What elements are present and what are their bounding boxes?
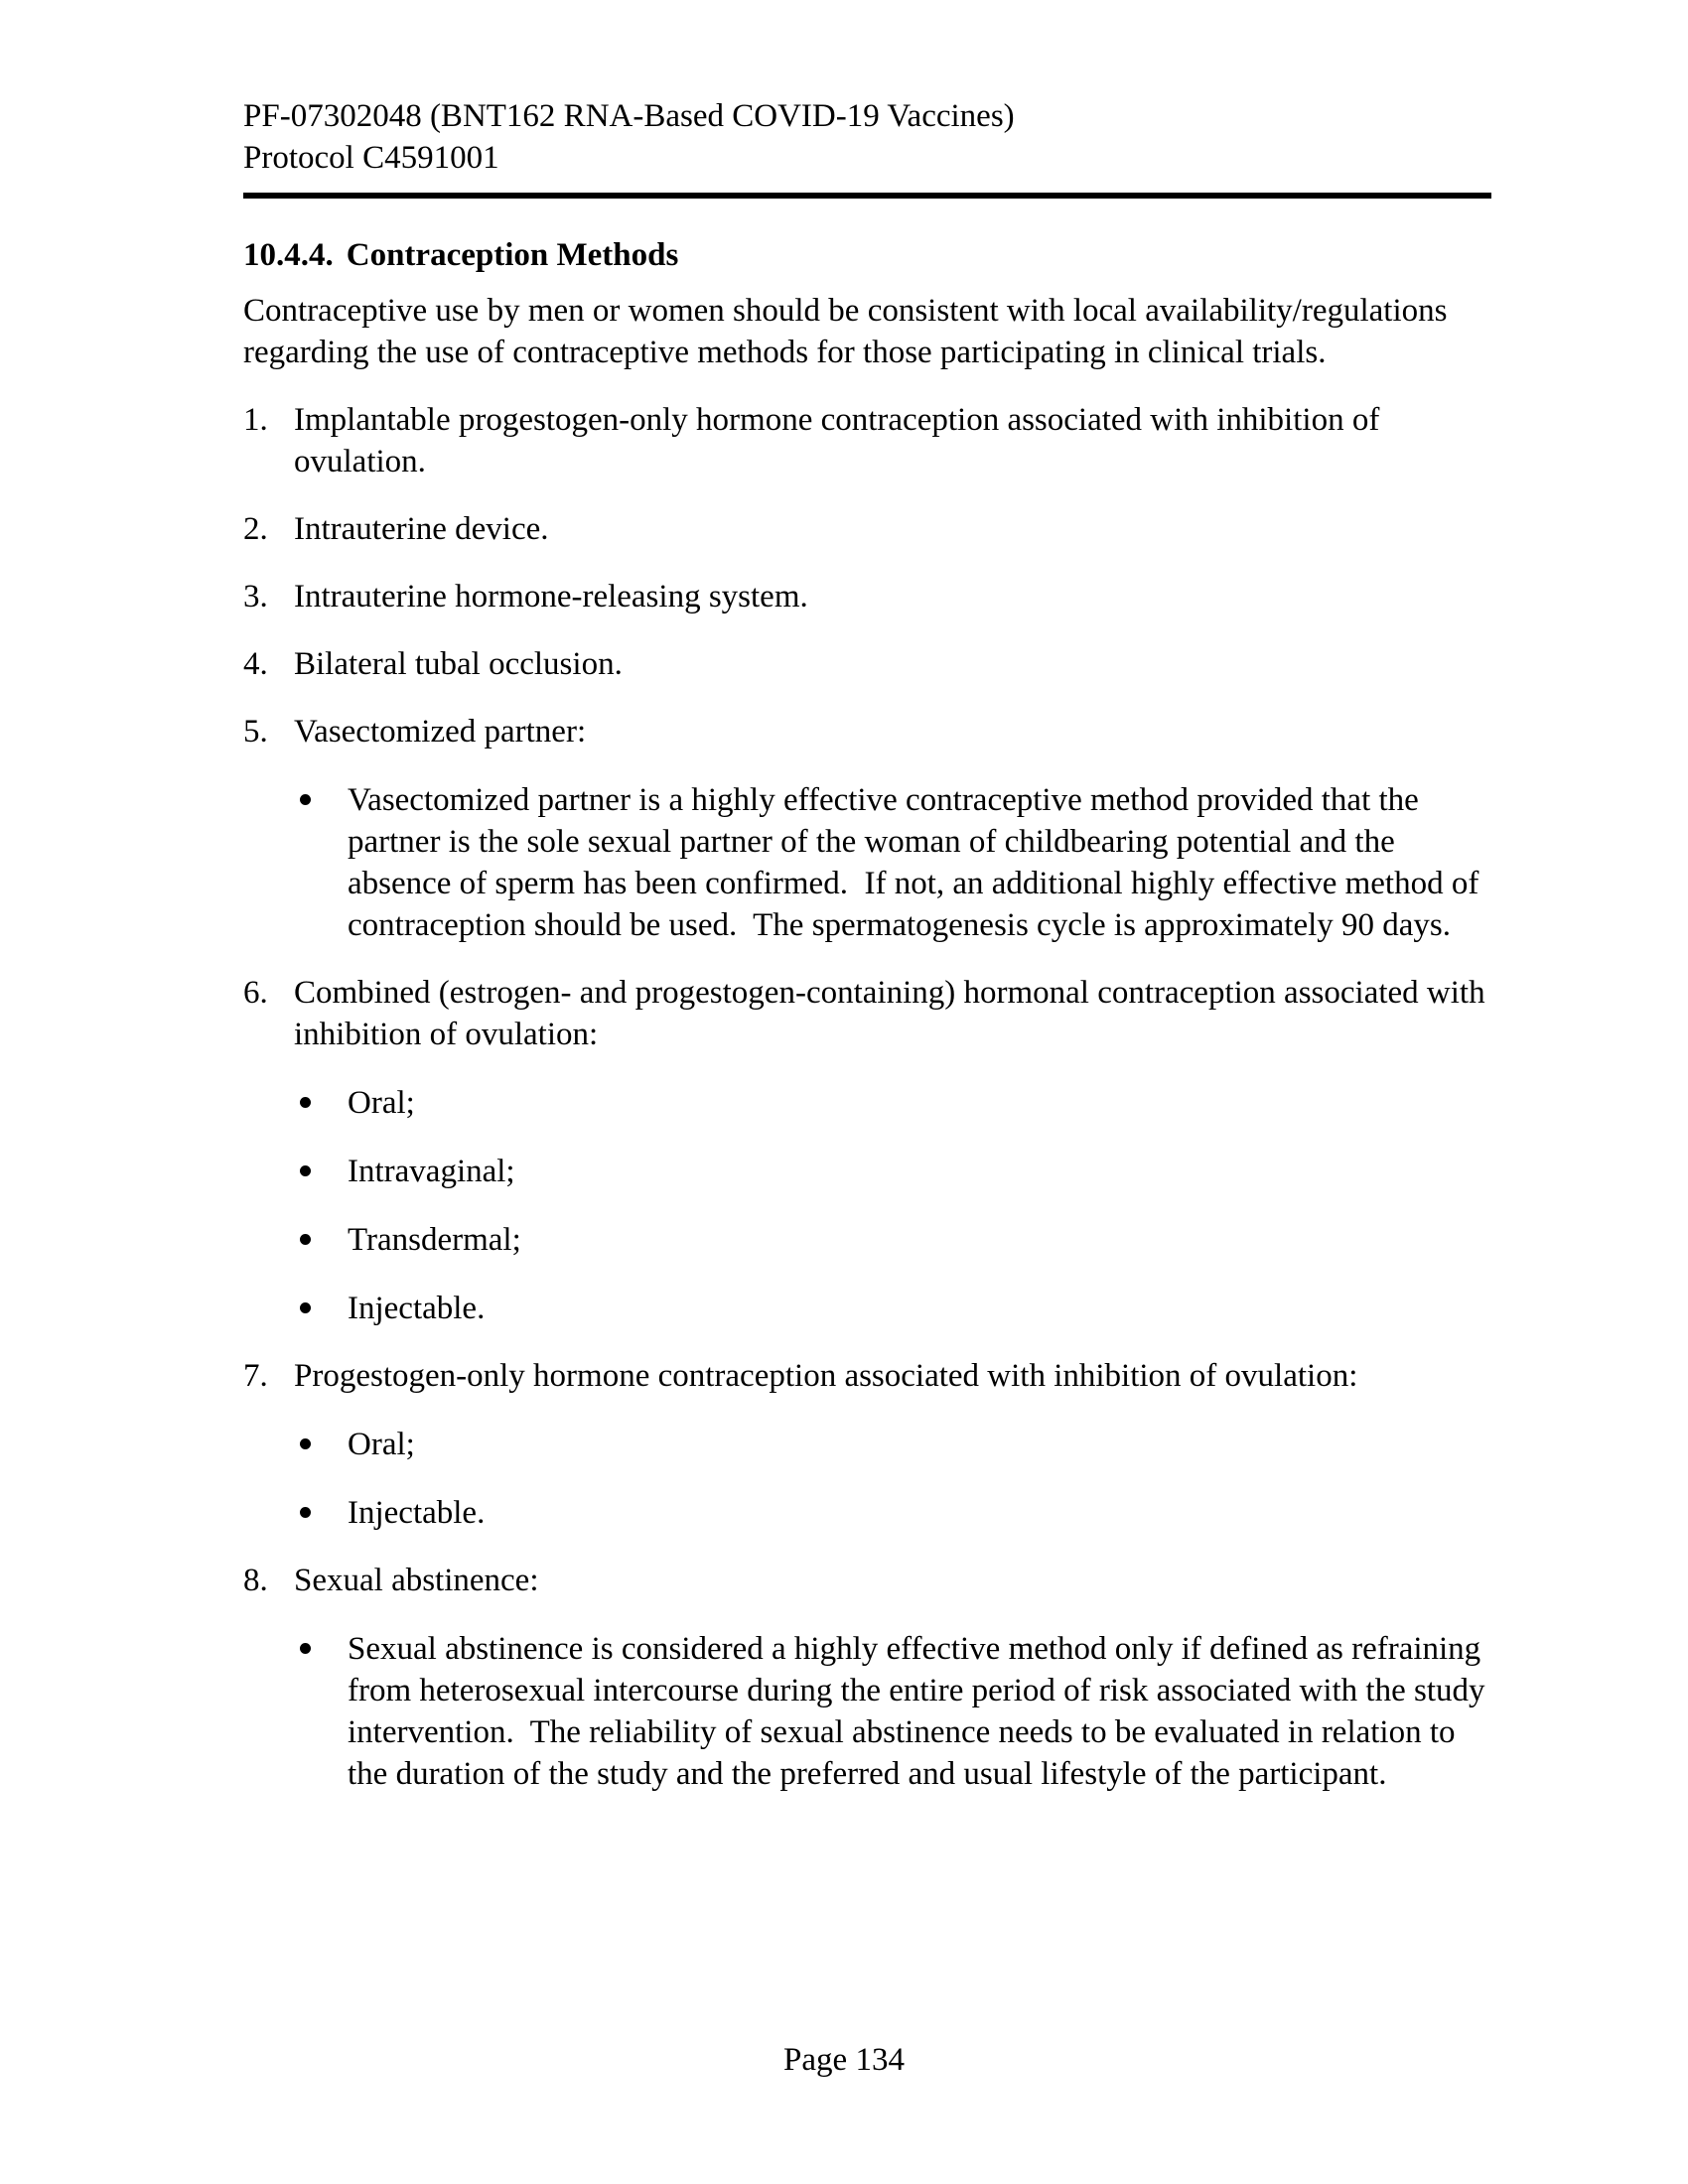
header-protocol-id: PF-07302048 (BNT162 RNA-Based COVID-19 Vaccines) xyxy=(243,98,1015,134)
bullet-item xyxy=(298,1492,1491,1534)
list-item-number: 1. xyxy=(243,402,268,438)
list-item-text: Implantable progestogen-only hormone contraception associated with inhibition of ovulation. xyxy=(294,402,1388,479)
bullet-icon xyxy=(300,1302,311,1313)
bullet-item xyxy=(298,1151,1491,1192)
list-item-text: Sexual abstinence: xyxy=(294,1563,539,1598)
sub-bullet-list xyxy=(298,1082,1491,1329)
list-item xyxy=(243,576,1491,617)
bullet-item xyxy=(298,1219,1491,1261)
bullet-icon xyxy=(300,1234,311,1245)
bullet-item xyxy=(298,779,1491,946)
sub-bullet-list xyxy=(298,779,1491,946)
section-title xyxy=(243,234,1491,276)
sub-bullet-list xyxy=(298,1628,1491,1795)
bullet-item xyxy=(298,1288,1491,1329)
bullet-item xyxy=(298,1082,1491,1124)
bullet-icon xyxy=(300,1165,311,1176)
page-number-label: Page 134 xyxy=(783,2042,905,2078)
list-item-text: Intrauterine hormone-releasing system. xyxy=(294,579,808,614)
list-item-number: 6. xyxy=(243,975,268,1011)
bullet-icon xyxy=(300,794,311,805)
list-item xyxy=(243,643,1491,685)
bullet-text: Intravaginal; xyxy=(348,1154,515,1189)
list-item xyxy=(243,711,1491,752)
list-item-text: Combined (estrogen- and progestogen-containing) hormonal contraception associated with inhibition of ovulation: xyxy=(294,975,1493,1052)
list-item-number: 7. xyxy=(243,1358,268,1394)
section-title-text: Contraception Methods xyxy=(346,237,679,273)
bullet-text: Injectable. xyxy=(348,1291,486,1326)
intro-paragraph: Contraceptive use by men or women should be consistent with local availability/regulations regarding the use of contraceptive methods for those participating in clinical trials. xyxy=(243,293,1456,370)
list-item-text: Bilateral tubal occlusion. xyxy=(294,646,623,682)
bullet-text: Sexual abstinence is considered a highly effective method only if defined as refraining from heterosexual intercourse during the entire period of risk associated with the study intervention. The reliability of sexual abstinence needs to be evaluated in relation to the duration of the study and the preferred and usual lifestyle of the participant. xyxy=(348,1631,1493,1792)
list-item xyxy=(243,1560,1491,1601)
sub-bullet-list xyxy=(298,1424,1491,1534)
section-number: 10.4.4. xyxy=(243,237,334,273)
page-header xyxy=(243,95,1489,179)
bullet-icon xyxy=(300,1097,311,1108)
list-item-number: 5. xyxy=(243,714,268,750)
list-item-number: 8. xyxy=(243,1563,268,1598)
page-content xyxy=(243,234,1491,1795)
list-item-number: 4. xyxy=(243,646,268,682)
list-item xyxy=(243,399,1491,482)
list-item-number: 3. xyxy=(243,579,268,614)
bullet-text: Oral; xyxy=(348,1427,415,1462)
page-footer xyxy=(0,2039,1688,2081)
bullet-text: Vasectomized partner is a highly effective contraceptive method provided that the partner is the sole sexual partner of the woman of childbearing potential and the absence of sperm has been confirmed. If not, an additional highly effective method of contraception should be used. The spermatogenesis cycle is approximately 90 days. xyxy=(348,782,1487,943)
list-item-number: 2. xyxy=(243,511,268,547)
header-protocol-number: Protocol C4591001 xyxy=(243,140,499,176)
bullet-icon xyxy=(300,1507,311,1518)
list-item xyxy=(243,1355,1491,1397)
list-item xyxy=(243,972,1491,1055)
header-rule xyxy=(243,193,1491,199)
contraception-methods-list xyxy=(243,399,1491,1795)
bullet-text: Oral; xyxy=(348,1085,415,1121)
bullet-icon xyxy=(300,1438,311,1449)
bullet-text: Injectable. xyxy=(348,1495,486,1531)
list-item-text: Intrauterine device. xyxy=(294,511,549,547)
bullet-icon xyxy=(300,1643,311,1654)
bullet-item xyxy=(298,1628,1491,1795)
list-item-text: Progestogen-only hormone contraception associated with inhibition of ovulation: xyxy=(294,1358,1358,1394)
bullet-text: Transdermal; xyxy=(348,1222,521,1258)
list-item xyxy=(243,508,1491,550)
list-item-text: Vasectomized partner: xyxy=(294,714,587,750)
bullet-item xyxy=(298,1424,1491,1465)
